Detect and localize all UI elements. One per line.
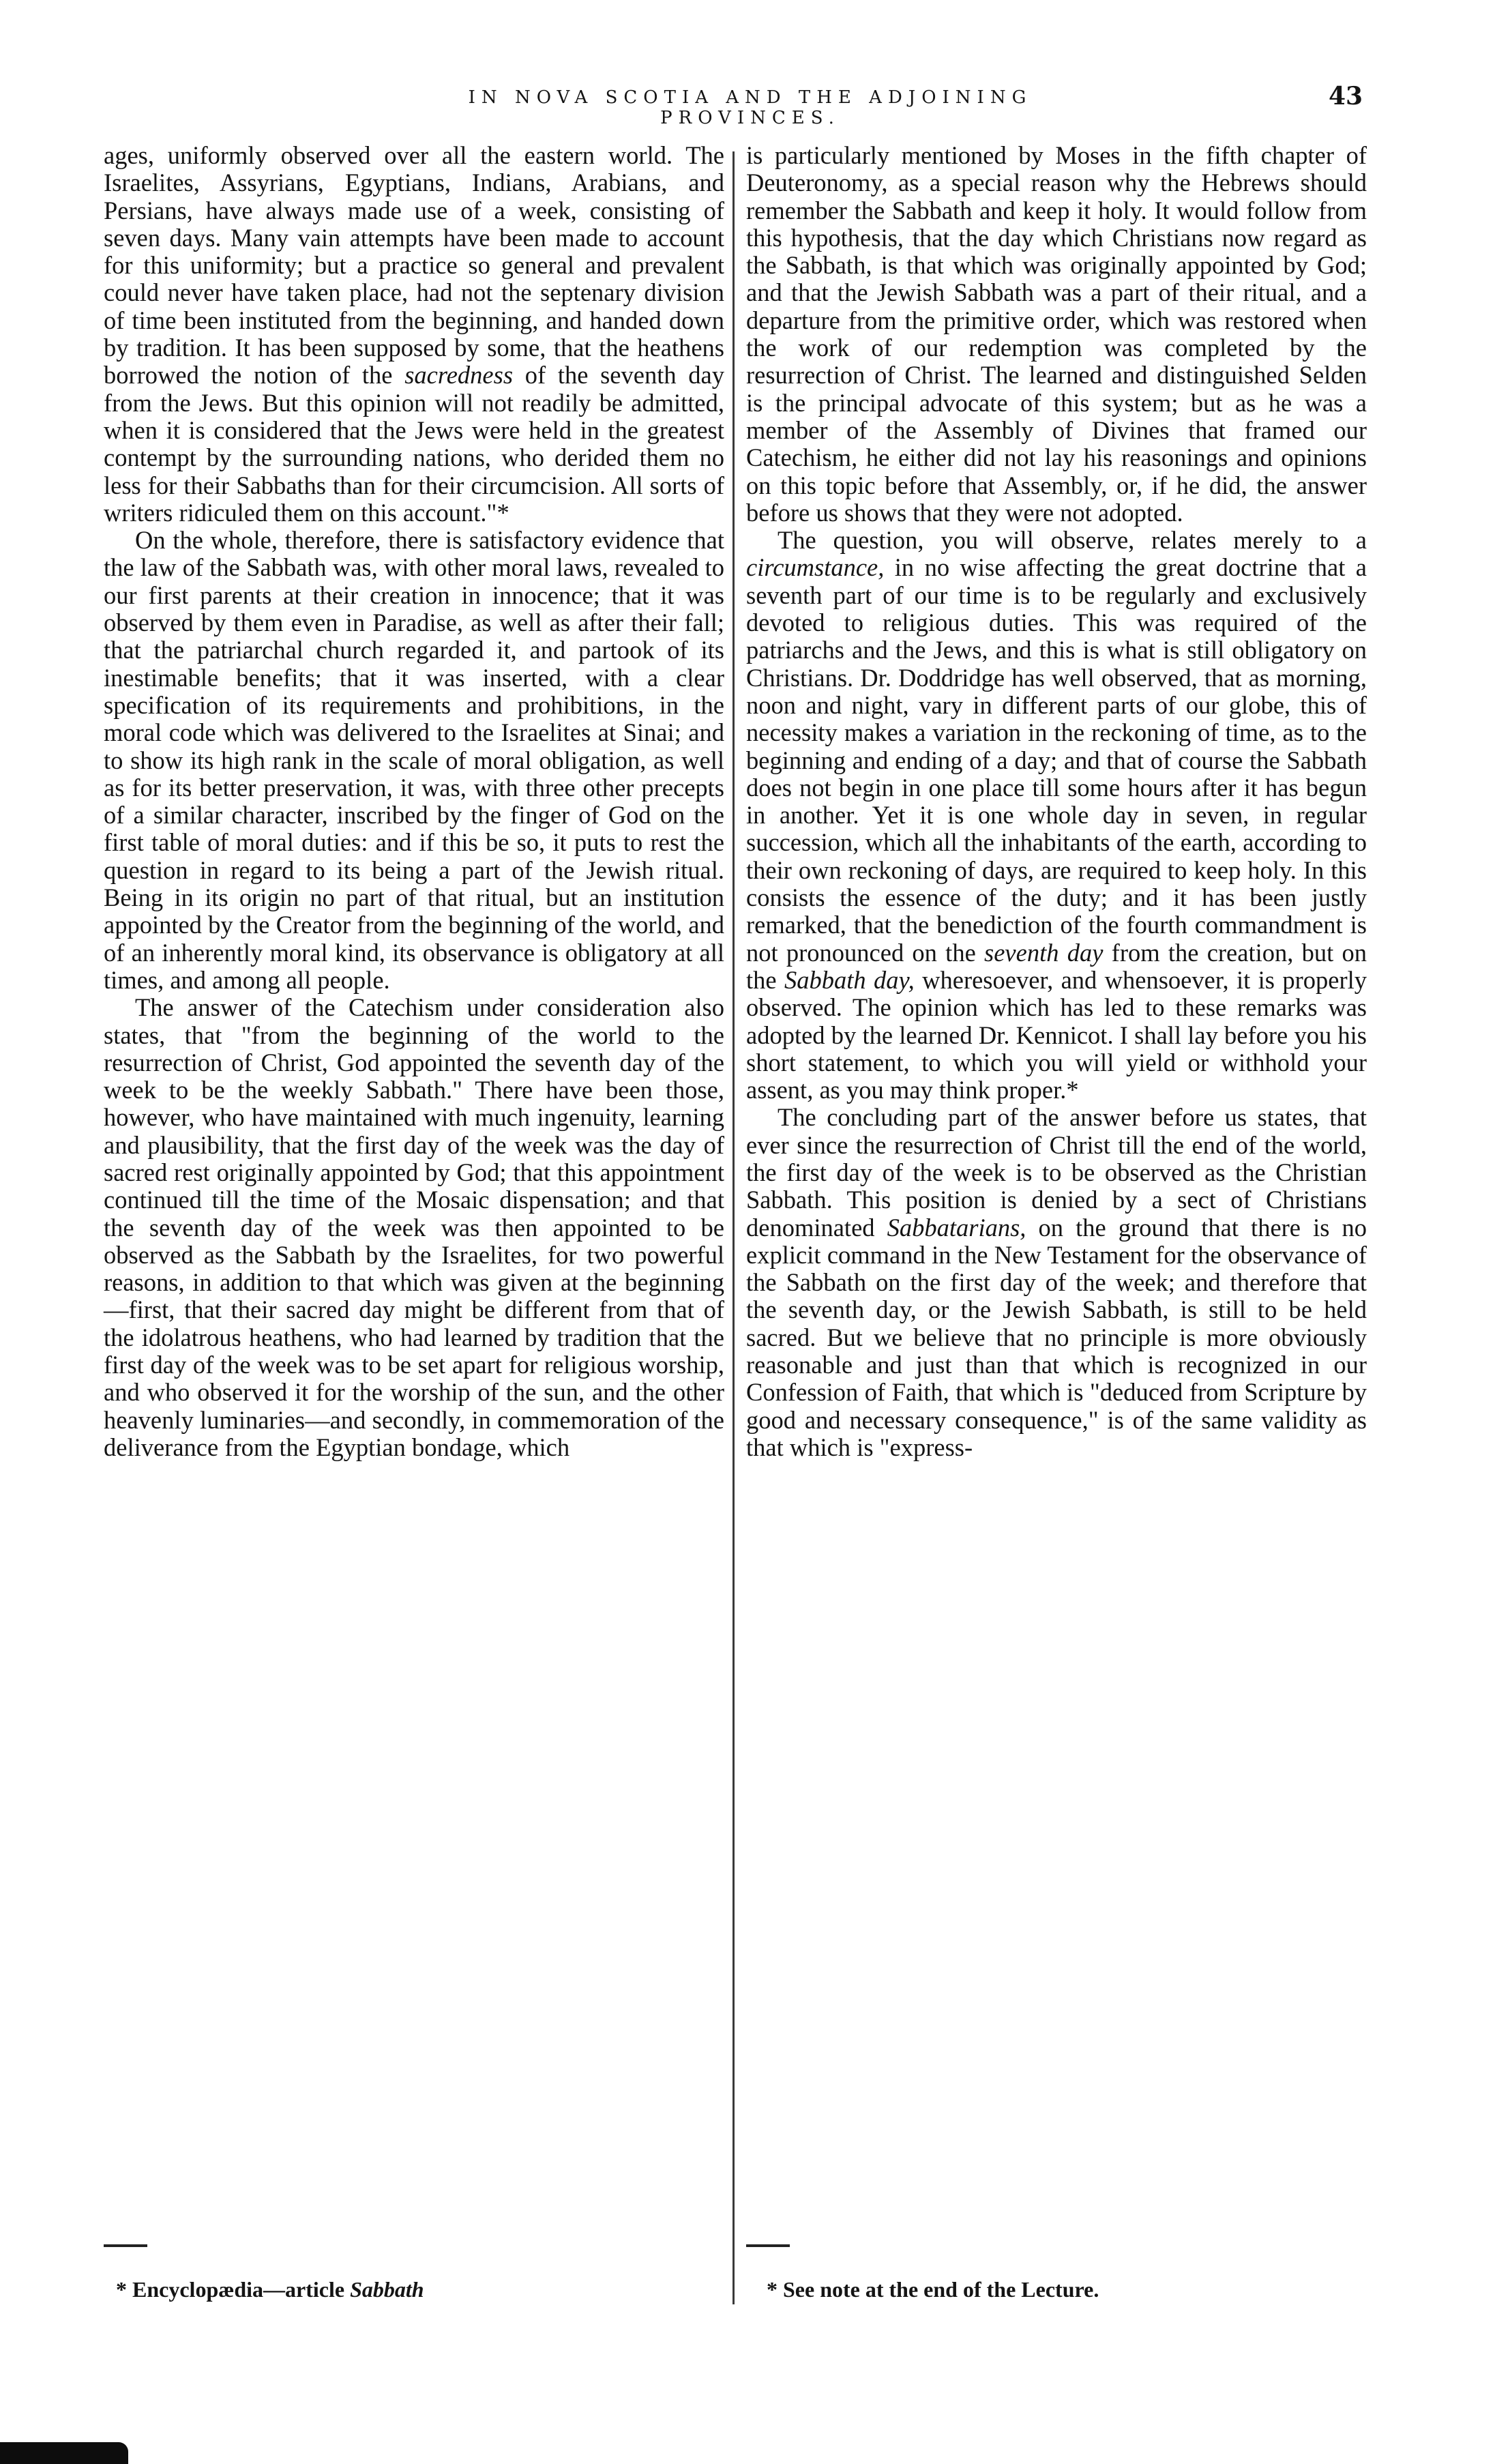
left-footnote: * Encyclopædia—article Sabbath bbox=[116, 2277, 424, 2302]
left-paragraph-3: The answer of the Catechism under consideration also states, that "from the beginning of the world to the resurrection of Christ, God appointed the seventh day of the week to be the weekly Sabbath." There have been those, however, who have maintained with much ingenuity, learning and plausibility, that the first day of the week was the day of sacred rest originally appointed by God; that this appointment continued till the time of the Mosaic dispensation; and that the seventh day of the week was then appointed to be observed as the Sabbath by the Israelites, for two powerful reasons, in addition to that which was given at the beginning—first, that their sacred day might be different from that of the idolatrous heathens, who had learned by tradition that the first day of the week was to be set apart for religious worship, and who observed it for the worship of the sun, and the other heavenly luminaries—and secondly, in commemoration of the deliverance from the Egyptian bondage, which bbox=[104, 993, 724, 1461]
left-column bbox=[104, 142, 724, 1461]
running-head: IN NOVA SCOTIA AND THE ADJOINING PROVINCES. bbox=[468, 87, 1033, 128]
page-number: 43 bbox=[1329, 82, 1363, 111]
right-footnote: * See note at the end of the Lecture. bbox=[767, 2277, 1099, 2302]
right-footnote-rule bbox=[746, 2244, 790, 2247]
right-paragraph-2: The question, you will observe, relates merely to a circumstance, in no wise affecting the great doctrine that a seventh part of our time is to be regularly and exclusively devoted to religious duties. This was required of the patriarchs and the Jews, and this is what is still obligatory on Christians. Dr. Doddridge has well observed, that as morning, noon and night, vary in different parts of our globe, this of necessity makes a variation in the reckoning of time, as to the beginning and ending of a day; and that of course the Sabbath does not begin in one place till some hours after it has begun in another. Yet it is one whole day in seven, in regular succession, which all the inhabitants of the earth, according to their own reckoning of days, are required to keep holy. In this consists the essence of the duty; and it has been justly remarked, that the benediction of the fourth commandment is not pronounced on the seventh day from the creation, but on the Sabbath day, wheresoever, and whensoever, it is properly observed. The opinion which has led to these remarks was adopted by the learned Dr. Kennicot. I shall lay before you his short statement, to which you will yield or withhold your assent, as you may think proper.* bbox=[746, 526, 1367, 1104]
column-divider bbox=[732, 151, 735, 2304]
left-paragraph-1: ages, uniformly observed over all the eastern world. The Israelites, Assyrians, Egyptians, Indians, Arabians, and Persians, have always made use of a week, consisting of seven days. Many vain attempts have been made to account for this uniformity; but a practice so general and prevalent could never have taken place, had not the septenary division of time been instituted from the beginning, and handed down by tradition. It has been supposed by some, that the heathens borrowed the notion of the sacredness of the seventh day from the Jews. But this opinion will not readily be admitted, when it is considered that the Jews were held in the greatest contempt by the surrounding nations, who derided them no less for their Sabbaths than for their circumcision. All sorts of writers ridiculed them on this account."* bbox=[104, 141, 724, 527]
ink-blot bbox=[0, 2442, 128, 2464]
right-paragraph-1: is particularly mentioned by Moses in the fifth chapter of Deuteronomy, as a special reason why the Hebrews should remember the Sabbath and keep it holy. It would follow from this hypothesis, that the day which Christians now regard as the Sabbath, is that which was originally appointed by God; and that the Jewish Sabbath was a part of their ritual, and a departure from the primitive order, which was restored when the work of our redemption was completed by the resurrection of Christ. The learned and distinguished Selden is the principal advocate of this system; but as he was a member of the Assembly of Divines that framed our Catechism, he either did not lay his reasonings and opinions on this topic before that Assembly, or, if he did, the answer before us shows that they were not adopted. bbox=[746, 141, 1367, 527]
left-footnote-rule bbox=[104, 2244, 147, 2247]
right-column bbox=[746, 142, 1367, 1461]
left-paragraph-2: On the whole, therefore, there is satisfactory evidence that the law of the Sabbath was, with other moral laws, revealed to our first parents at their creation in innocence; that it was observed by them even in Paradise, as well as after their fall; that the patriarchal church regarded it, and partook of its inestimable benefits; that it was inserted, with a clear specification of its requirements and prohibitions, in the moral code which was delivered to the Israelites at Sinai; and to show its high rank in the scale of moral obligation, as well as for its better preservation, it was, with three other precepts of a similar character, inscribed by the finger of God on the first table of moral duties: and if this be so, it puts to rest the question in regard to its being a part of the Jewish ritual. Being in its origin no part of that ritual, but an institution appointed by the Creator from the beginning of the world, and of an inherently moral kind, its observance is obligatory at all times, and among all people. bbox=[104, 526, 724, 994]
right-paragraph-3: The concluding part of the answer before us states, that ever since the resurrection of Christ till the end of the world, the first day of the week is to be observed as the Christian Sabbath. This position is denied by a sect of Christians denominated Sabbatarians, on the ground that there is no explicit command in the New Testament for the observance of the Sabbath on the first day of the week; and therefore that the seventh day, or the Jewish Sabbath, is still to be held sacred. But we believe that no principle is more obviously reasonable and just than that which is recognized in our Confession of Faith, that which is "deduced from Scripture by good and necessary consequence," is of the same validity as that which is "express- bbox=[746, 1103, 1367, 1461]
